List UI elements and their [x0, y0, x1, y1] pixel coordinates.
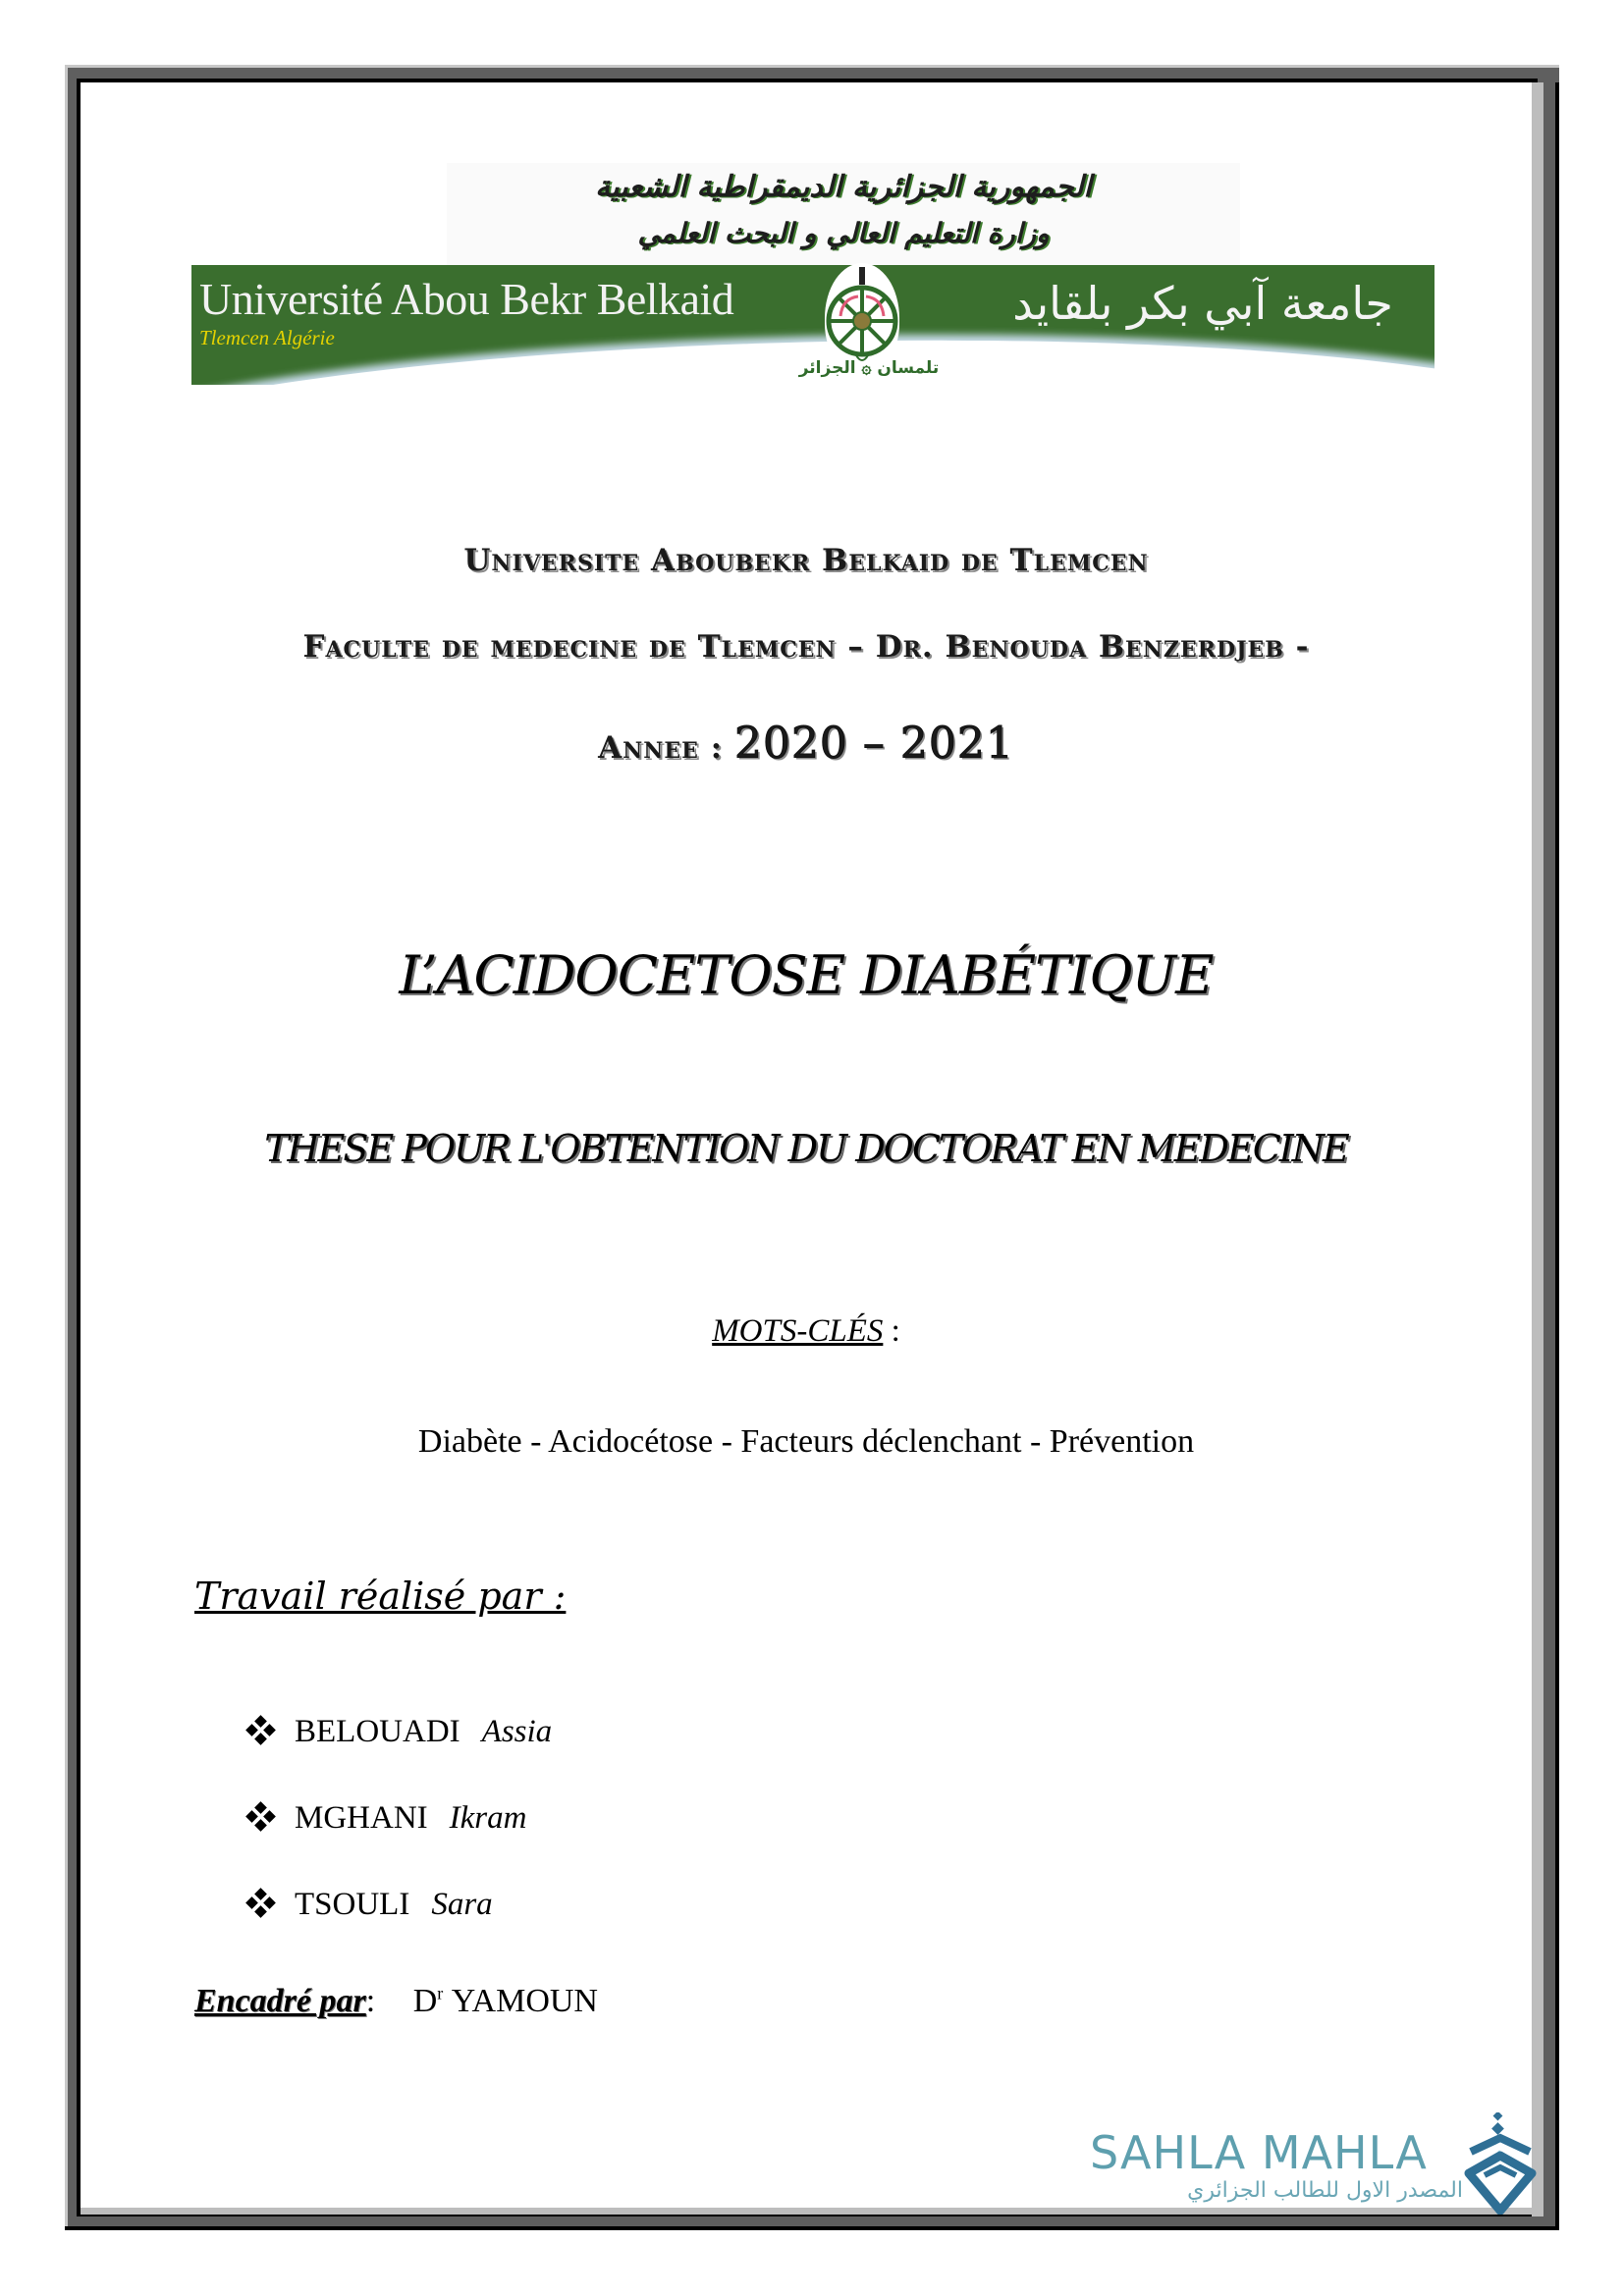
university-name-fr: Université Abou Bekr Belkaid [199, 274, 734, 324]
thesis-subtitle: THESE POUR L'OBTENTION DU DOCTORAT EN MEDECINE [264, 1127, 1348, 1170]
author-first-name: Assia [481, 1713, 553, 1749]
keywords-colon: : [883, 1313, 900, 1349]
university-heading: Universite Aboubekr Belkaid de Tlemcen [463, 543, 1149, 578]
supervisor-punct: : [365, 1983, 376, 2019]
university-name-ar: جامعة آبي بكر بلقايد [1012, 277, 1393, 330]
supervisor-label: Encadré par [194, 1983, 366, 2019]
sahla-mahla-logo [1090, 2128, 1463, 2205]
diamond-bullet-icon [245, 1716, 277, 1747]
authors-list [245, 1688, 552, 1948]
page-frame-right-edge [1555, 82, 1559, 2230]
page-frame-bottom-highlight [81, 2208, 1543, 2215]
seal-caption-ar: تلمسان ۞ الجزائر [798, 358, 940, 378]
author-first-name: Sara [431, 1886, 493, 1922]
page-frame-right-highlight [1532, 82, 1543, 2216]
author-item [245, 1688, 552, 1775]
academic-year [81, 719, 1532, 769]
sahla-mahla-brand: SAHLA MAHLA [1090, 2126, 1428, 2179]
supervisor-line [194, 1983, 598, 2020]
ministry-name-ar: وزارة التعليم العالي و البحث العلمي [637, 217, 1050, 249]
diamond-bullet-icon [245, 1802, 277, 1834]
authors-heading: Travail réalisé par : [194, 1575, 567, 1618]
ministry-header [447, 163, 1240, 265]
thesis-title: L’ACIDOCETOSE DIABÉTIQUE [399, 944, 1214, 1006]
author-item [245, 1861, 552, 1948]
year-value: 2020 – 2021 [733, 719, 1014, 769]
republic-name-ar: الجمهورية الجزائرية الديمقراطية الشعبية [595, 170, 1092, 204]
keywords-list: Diabète - Acidocétose - Facteurs déclenchant - Prévention [417, 1423, 1195, 1460]
diamond-bullet-icon [245, 1889, 277, 1920]
author-last-name: MGHANI [295, 1799, 428, 1836]
year-label: Annee : [598, 730, 734, 766]
author-first-name: Ikram [449, 1799, 527, 1836]
sahla-mahla-tagline: المصدر الاول للطالب الجزائري [1187, 2178, 1463, 2203]
author-last-name: TSOULI [295, 1886, 410, 1922]
author-item [245, 1775, 552, 1861]
page-frame-bottom-edge [65, 2226, 1559, 2230]
sahla-mahla-emblem-icon [1463, 2112, 1538, 2215]
supervisor-surname: YAMOUN [451, 1983, 598, 2019]
keywords-heading [81, 1313, 1532, 1350]
supervisor-name [413, 1983, 598, 2019]
supervisor-title-sup: r [437, 1983, 444, 2003]
faculty-heading: Faculte de medecine de Tlemcen – Dr. Benouda Benzerdjeb - [302, 629, 1310, 665]
keywords-label: MOTS-CLÉS [712, 1313, 884, 1349]
university-seal-icon [823, 267, 901, 365]
supervisor-title: D [412, 1983, 438, 2019]
university-location: Tlemcen Algérie [199, 326, 335, 349]
author-last-name: BELOUADI [295, 1713, 460, 1749]
